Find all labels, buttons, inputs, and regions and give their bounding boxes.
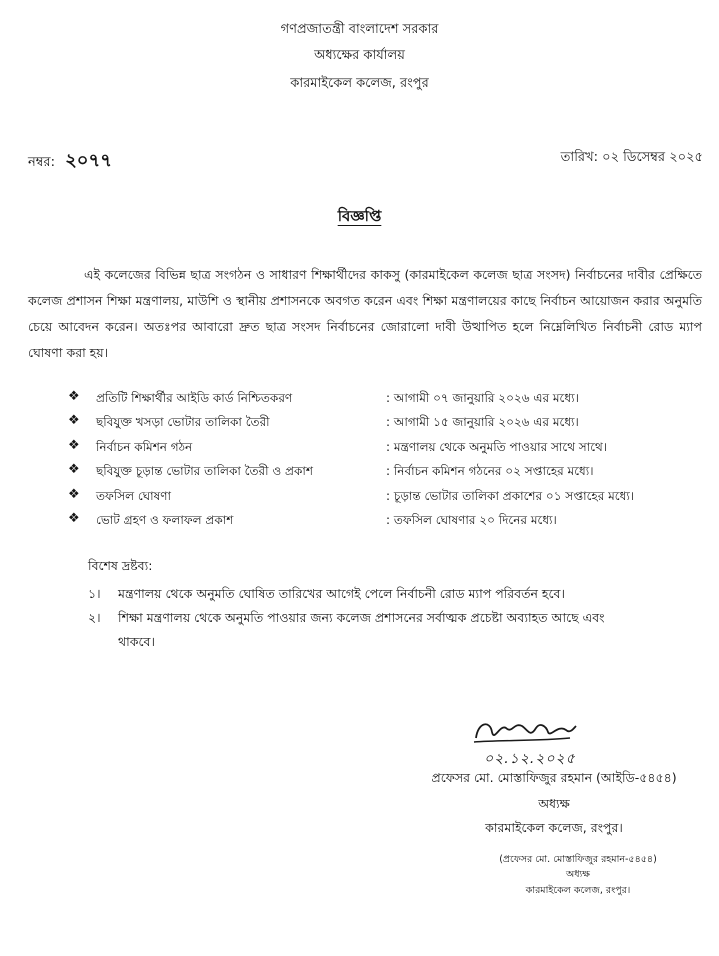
bullet-icon: ❖ (68, 486, 80, 502)
college-header: কারমাইকেল কলেজ, রংপুর (290, 76, 429, 91)
schedule-row (68, 388, 708, 412)
bullet-icon: ❖ (68, 462, 80, 478)
memo-number-value: ২০৭৭ (65, 150, 112, 171)
schedule-deadline: : আগামী ১৫ জানুয়ারি ২০২৬ এর মধ্যে। (386, 415, 579, 430)
schedule-row (68, 412, 708, 436)
schedule-task: তফসিল ঘোষণা (96, 488, 172, 503)
note-text-continued: থাকবে। (118, 634, 155, 649)
government-header: গণপ্রজাতন্ত্রী বাংলাদেশ সরকার (280, 22, 439, 37)
schedule-row (68, 486, 708, 510)
office-header: অধ্যক্ষের কার্যালয় (314, 48, 405, 63)
seal-title: অধ্যক্ষ (565, 869, 590, 880)
road-map-schedule (68, 388, 708, 534)
bullet-icon: ❖ (68, 413, 80, 429)
signer-name: প্রফেসর মো. মোস্তাফিজুর রহমান (আইডি-৫৪৫৪) (431, 770, 677, 785)
notice-title-text: বিজ্ঞপ্তি (337, 207, 382, 225)
notice-title (0, 205, 719, 230)
schedule-row (68, 437, 708, 461)
special-note (88, 606, 688, 654)
schedule-task: ভোট গ্রহণ ও ফলাফল প্রকাশ (96, 512, 234, 527)
memo-number-label: নম্বর: (28, 155, 55, 170)
bullet-icon: ❖ (68, 437, 80, 453)
schedule-deadline: : নির্বাচন কমিশন গঠনের ০২ সপ্তাহের মধ্যে। (386, 464, 594, 479)
memo-number (28, 146, 112, 177)
handwritten-signature (470, 716, 580, 748)
signature-date: ০২.১২.২০২৫ (484, 751, 576, 767)
schedule-task: ছবিযুক্ত চূড়ান্ত ভোটার তালিকা তৈরী ও প্রকাশ (96, 464, 313, 479)
note-text: মন্ত্রণালয় থেকে অনুমতি ঘোষিত তারিখের আগেই পেলে নির্বাচনী রোড ম্যাপ পরিবর্তন হবে। (118, 586, 565, 601)
schedule-deadline: : আগামী ০৭ জানুয়ারি ২০২৬ এর মধ্যে। (386, 391, 579, 405)
seal-name: (প্রফেসর মো. মোস্তাফিজুর রহমান-৫৪৫৪) (499, 854, 657, 865)
schedule-row (68, 510, 708, 534)
signer-institution: কারমাইকেল কলেজ, রংপুর। (485, 820, 623, 835)
schedule-task: ছবিযুক্ত খসড়া ভোটার তালিকা তৈরী (96, 415, 270, 430)
schedule-deadline: : চূড়ান্ত ভোটার তালিকা প্রকাশের ০১ সপ্তাহের মধ্যে। (386, 488, 635, 503)
body-paragraph: এই কলেজের বিভিন্ন ছাত্র সংগঠন ও সাধারণ শিক্ষার্থীদের কাকসু (কারমাইকেল কলেজ ছাত্র সংসদ) নির্বাচনের দাবীর প্রেক্ষিতে কলেজ প্রশাসন শিক্ষা মন্ত্রণালয়, মাউশি ও স্থানীয় প্রশাসনকে অবগত করেন এবং শিক্ষা মন্ত্রণালয়ের কাছে নির্বাচন আয়োজন করার অনুমতি চেয়ে আবেদন করেন। অতঃপর আবারো দ্রুত ছাত্র সংসদ নির্বাচনের জোরালো দাবী উত্থাপিত হলে নিম্নেলিখিত নির্বাচনী রোড ম্যাপ ঘোষণা করা হয়। (28, 267, 702, 360)
special-note (88, 582, 688, 606)
note-text: শিক্ষা মন্ত্রণালয় থেকে অনুমতি পাওয়ার জন্য কলেজ প্রশাসনের সর্বাত্মক প্রচেষ্টা অব্যাহত আছে এবং (118, 610, 605, 625)
schedule-deadline: : তফসিল ঘোষণার ২০ দিনের মধ্যে। (386, 512, 557, 527)
memo-date (561, 148, 703, 169)
schedule-task: প্রতিটি শিক্ষার্থীর আইডি কার্ড নিশ্চিতকরণ (96, 391, 293, 405)
bullet-icon: ❖ (68, 510, 80, 526)
memo-date-label: তারিখ: (560, 150, 598, 165)
seal-institution: কারমাইকেল কলেজ, রংপুর। (525, 885, 631, 896)
schedule-task: নির্বাচন কমিশন গঠন (96, 439, 193, 454)
note-number: ২। (88, 610, 101, 625)
bullet-icon: ❖ (68, 389, 80, 404)
schedule-row (68, 461, 708, 485)
signer-title: অধ্যক্ষ (538, 796, 570, 811)
schedule-deadline: : মন্ত্রণালয় থেকে অনুমতি পাওয়ার সাথে সাথে। (386, 439, 608, 454)
note-number: ১। (88, 586, 101, 601)
special-notes-title: বিশেষ দ্রষ্টব্য: (88, 558, 153, 573)
memo-date-value: ০২ ডিসেম্বর ২০২৫ (602, 150, 703, 165)
